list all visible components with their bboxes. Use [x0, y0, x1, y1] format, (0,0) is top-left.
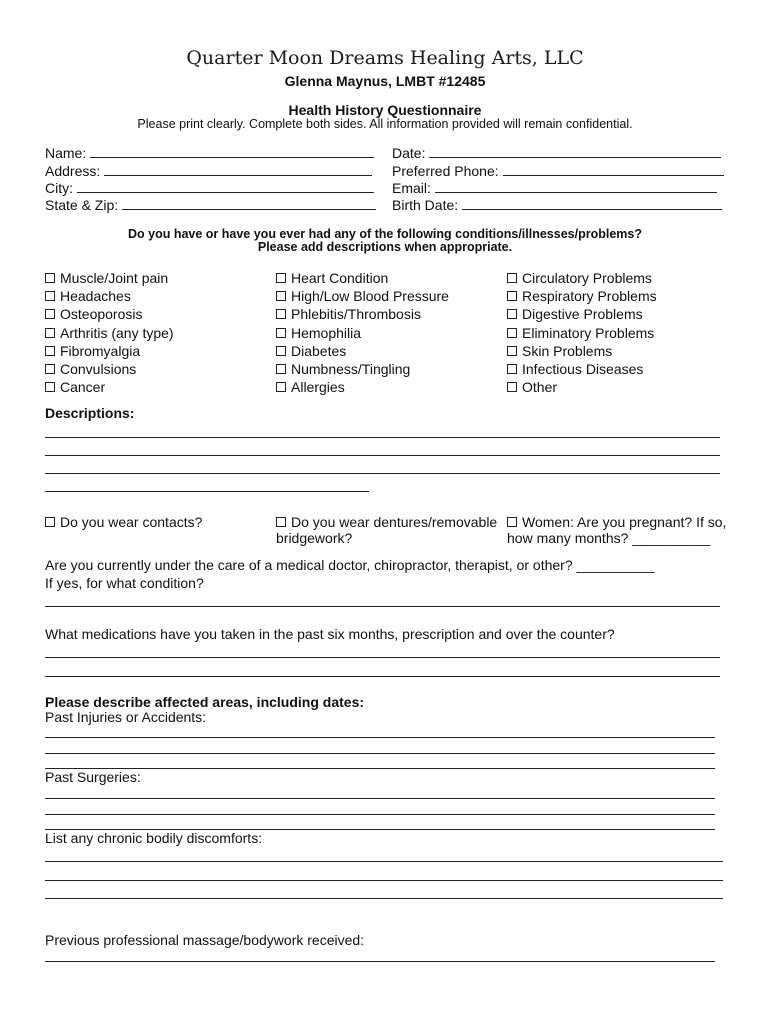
condition-item[interactable]: Cancer [45, 378, 174, 396]
condition-item[interactable]: High/Low Blood Pressure [276, 287, 449, 305]
chronic-line-1[interactable] [45, 861, 723, 862]
condition-item[interactable]: Headaches [45, 287, 174, 305]
descriptions-line-2[interactable] [45, 455, 720, 456]
checkbox[interactable] [45, 382, 55, 392]
contacts-check[interactable]: Do you wear contacts? [45, 514, 202, 530]
address-field[interactable] [45, 163, 372, 179]
medications-line-1[interactable] [45, 657, 720, 658]
checkbox[interactable] [507, 291, 517, 301]
checkbox[interactable] [276, 346, 286, 356]
address-line[interactable] [104, 175, 372, 176]
city-field[interactable] [45, 180, 374, 196]
phone-label: Preferred Phone: [392, 163, 499, 179]
condition-item[interactable]: Osteoporosis [45, 305, 174, 323]
massage-line[interactable] [45, 961, 715, 962]
state-zip-field[interactable] [45, 197, 376, 213]
medications-line-2[interactable] [45, 676, 720, 677]
condition-item[interactable]: Infectious Diseases [507, 360, 657, 378]
condition-question: If yes, for what condition? [45, 575, 204, 591]
checkbox[interactable] [45, 346, 55, 356]
condition-item[interactable]: Skin Problems [507, 342, 657, 360]
conditions-col-3 [507, 269, 657, 396]
name-line[interactable] [90, 157, 374, 158]
condition-item[interactable]: Fibromyalgia [45, 342, 174, 360]
email-field[interactable] [392, 180, 717, 196]
checkbox[interactable] [507, 517, 517, 527]
condition-item[interactable]: Arthritis (any type) [45, 324, 174, 342]
checkbox[interactable] [507, 364, 517, 374]
phone-field[interactable] [392, 163, 724, 179]
condition-item[interactable]: Numbness/Tingling [276, 360, 449, 378]
condition-item[interactable]: Phlebitis/Thrombosis [276, 305, 449, 323]
checkbox[interactable] [507, 273, 517, 283]
checkbox[interactable] [507, 309, 517, 319]
chronic-label: List any chronic bodily discomforts: [45, 830, 263, 846]
name-field[interactable] [45, 145, 374, 161]
medications-question: What medications have you taken in the past six months, prescription and over the counter? [45, 626, 615, 642]
conditions-col-2 [276, 269, 449, 396]
condition-item[interactable]: Digestive Problems [507, 305, 657, 323]
date-label: Date: [392, 145, 426, 161]
business-name: Quarter Moon Dreams Healing Arts, LLC [186, 47, 584, 69]
descriptions-label: Descriptions: [45, 405, 135, 421]
checkbox[interactable] [45, 517, 55, 527]
checkbox[interactable] [507, 382, 517, 392]
conditions-prompt: Do you have or have you ever had any of the following conditions/illnesses/problems? [128, 227, 642, 241]
birth-date-label: Birth Date: [392, 197, 459, 213]
date-field[interactable] [392, 145, 721, 161]
affected-areas-heading: Please describe affected areas, including dates: [45, 694, 365, 710]
condition-item[interactable]: Circulatory Problems [507, 269, 657, 287]
address-label: Address: [45, 163, 101, 179]
condition-item[interactable]: Allergies [276, 378, 449, 396]
email-label: Email: [392, 180, 431, 196]
condition-item[interactable]: Muscle/Joint pain [45, 269, 174, 287]
checkbox[interactable] [507, 328, 517, 338]
massage-label: Previous professional massage/bodywork received: [45, 932, 365, 948]
dentures-check[interactable]: Do you wear dentures/removable bridgework? [276, 514, 498, 546]
email-line[interactable] [435, 192, 717, 193]
name-label: Name: [45, 145, 87, 161]
condition-item[interactable]: Respiratory Problems [507, 287, 657, 305]
chronic-line-3[interactable] [45, 898, 723, 899]
injuries-line-1[interactable] [45, 737, 715, 738]
city-label: City: [45, 180, 73, 196]
checkbox[interactable] [507, 346, 517, 356]
conditions-col-1 [45, 269, 174, 396]
checkbox[interactable] [276, 273, 286, 283]
condition-item[interactable]: Other [507, 378, 657, 396]
descriptions-line-3[interactable] [45, 473, 720, 474]
condition-item[interactable]: Heart Condition [276, 269, 449, 287]
birth-date-line[interactable] [462, 209, 722, 210]
form-title: Health History Questionnaire [288, 102, 482, 118]
checkbox[interactable] [276, 291, 286, 301]
checkbox[interactable] [276, 328, 286, 338]
descriptions-line-4[interactable] [45, 491, 369, 492]
checkbox[interactable] [276, 309, 286, 319]
surgeries-label: Past Surgeries: [45, 769, 141, 785]
conditions-prompt-2: Please add descriptions when appropriate. [257, 240, 513, 254]
checkbox[interactable] [276, 517, 286, 527]
state-zip-label: State & Zip: [45, 197, 119, 213]
instructions: Please print clearly. Complete both sides. All information provided will remain confidential. [137, 117, 633, 131]
injuries-line-2[interactable] [45, 753, 715, 754]
checkbox[interactable] [276, 364, 286, 374]
pregnant-check[interactable]: Women: Are you pregnant? If so, how many months? __________ [507, 514, 727, 546]
city-line[interactable] [77, 192, 374, 193]
condition-line[interactable] [45, 606, 720, 607]
chronic-line-2[interactable] [45, 880, 723, 881]
phone-line[interactable] [503, 175, 724, 176]
injuries-line-3[interactable] [45, 768, 715, 769]
descriptions-line-1[interactable] [45, 437, 720, 438]
practitioner-name: Glenna Maynus, LMBT #12485 [284, 73, 486, 89]
condition-item[interactable]: Eliminatory Problems [507, 324, 657, 342]
injuries-label: Past Injuries or Accidents: [45, 709, 207, 725]
care-question: Are you currently under the care of a medical doctor, chiropractor, therapist, or other? __________ [45, 557, 655, 573]
condition-item[interactable]: Convulsions [45, 360, 174, 378]
date-line[interactable] [429, 157, 721, 158]
checkbox[interactable] [276, 382, 286, 392]
checkbox[interactable] [45, 328, 55, 338]
surgeries-line-2[interactable] [45, 814, 715, 815]
surgeries-line-1[interactable] [45, 798, 715, 799]
checkbox[interactable] [45, 364, 55, 374]
checkbox[interactable] [45, 309, 55, 319]
condition-item[interactable]: Diabetes [276, 342, 449, 360]
state-zip-line[interactable] [122, 209, 376, 210]
checkbox[interactable] [45, 273, 55, 283]
condition-item[interactable]: Hemophilia [276, 324, 449, 342]
birth-date-field[interactable] [392, 197, 722, 213]
checkbox[interactable] [45, 291, 55, 301]
